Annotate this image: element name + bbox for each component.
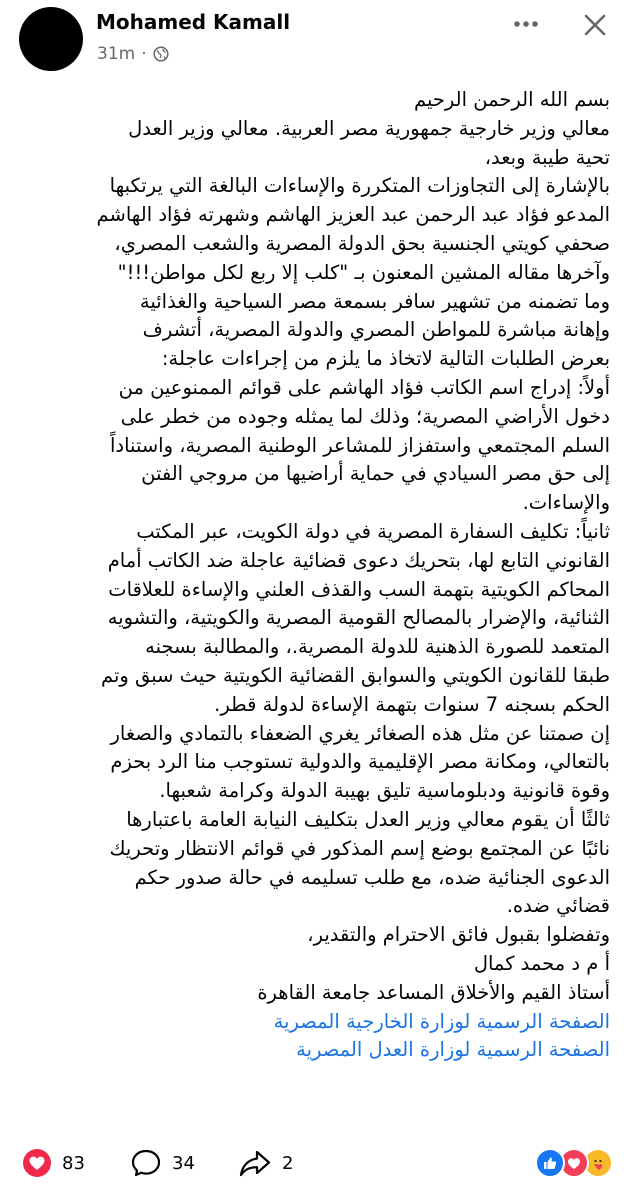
post-line: بعرض الطلبات التالية لاتخاذ ما يلزم من إجراءات عاجلة: [161,347,610,371]
post-line: بالتعالي، ومكانة مصر الإقليمية والدولية تستوجب منا الرد بحزم [110,750,610,774]
post-line: أولاً: إدراج اسم الكاتب فؤاد الهاشم على قوائم الممنوعين من [118,375,610,399]
post-line: قضائي ضده. [506,894,610,918]
post-line: ثانياً: تكليف السفارة المصرية في دولة الكويت، عبر المكتب [136,519,610,543]
post-line: أ م د محمد كمال [473,951,610,975]
more-options-button[interactable] [512,12,540,36]
close-button[interactable] [578,8,612,42]
post-line: المحاكم الكويتية بتهمة السب والقذف العلني والإساءة للعلاقات [108,577,610,601]
heart-icon [22,1148,52,1178]
reaction-summary[interactable] [535,1148,617,1178]
post-line: طبقا للقانون الكويتي والسوابق القضائية الكويتية حيث سبق وتم [100,663,610,687]
comments-count: 34 [172,1152,195,1174]
post-line: وتفضلوا بقبول فائق الاحترام والتقدير، [307,923,610,947]
post-line: السلم المجتمعي واستفزاز للمشاعر الوطنية المصرية، واستناداً [110,433,610,457]
post-header [0,0,630,80]
post-body [18,86,610,1065]
author-name[interactable]: Mohamed Kamall [96,10,291,34]
more-icon [513,20,539,28]
post-line: القانوني التابع لها، بتحريك دعوى قضائية عاجلة ضد الكاتب أمام [107,548,610,572]
share-button[interactable] [238,1148,293,1178]
comment-icon [130,1148,162,1178]
like-reaction-icon [535,1148,565,1178]
post-line: بالإشارة إلى التجاوزات المتكررة والإساءات البالغة التي يرتكبها [109,174,610,198]
post-line: الثنائية، والإضرار بالمصالح القومية المصرية والكويتية، والتشويه [107,606,610,630]
post-actions-bar [0,1144,630,1184]
foreign-ministry-page-link[interactable]: الصفحة الرسمية لوزارة الخارجية المصرية [273,1009,610,1033]
shares-count: 2 [282,1152,294,1174]
share-icon [238,1148,272,1178]
avatar[interactable] [19,7,83,71]
post-line: وآخرها مقاله المشين المعنون بـ "كلب إلا ربع لكل مواطن!!!" [117,260,610,284]
close-icon [583,13,607,37]
post-line: والإساءات. [522,491,610,515]
post-line: وقوة قانونية ودبلوماسية تليق بهيبة الدولة وكرامة شعبها. [159,779,610,803]
post-line: صحفي كويتي الجنسية بحق الدولة المصرية والشعب المصري، [114,231,610,255]
post-line: تحية طيبة وبعد، [484,145,610,169]
post-line: نائبًا عن المجتمع بوضع إسم المذكور في قوائم الانتظار وتحريك [109,836,610,860]
post-line: ثالثًا أن يقوم معالي وزير العدل بتكليف النيابة العامة باعتبارها [126,807,610,831]
post-meta [97,44,169,64]
post-line: وما تضمنه من تشهير سافر بسمعة مصر السياحية والغذائية [139,289,610,313]
post-line: معالي وزير خارجية جمهورية مصر العربية. معالي وزير العدل [128,116,610,140]
meta-separator: · [141,44,147,64]
post-line: وإهانة مباشرة للمواطن المصري والدولة المصرية، أتشرف [142,318,610,342]
globe-icon [153,46,169,62]
post-line: الدعوى الجنائية ضده، مع طلب تسليمه في حالة صدور حكم [134,865,610,889]
post-line: أستاذ القيم والأخلاق المساعد جامعة القاهرة [257,980,610,1004]
post-line: المدعو فؤاد عبد الرحمن عبد العزيز الهاشم وشهرته فؤاد الهاشم [96,203,610,227]
comment-button[interactable] [130,1148,195,1178]
post-line: إن صمتنا عن مثل هذه الصغائر يغري الضعفاء بالتمادي والصغار [110,721,610,745]
post-line: الحكم بسجنه 7 سنوات بتهمة الإساءة لدولة قطر. [214,692,610,716]
like-button[interactable] [22,1148,85,1178]
justice-ministry-page-link[interactable]: الصفحة الرسمية لوزارة العدل المصرية [296,1038,610,1062]
post-line: بسم الله الرحمن الرحيم [414,88,610,111]
post-line: دخول الأراضي المصرية؛ وذلك لما يمثله وجوده من خطر على [120,404,610,428]
post-time[interactable]: 31m [97,44,136,64]
post-line: المتعمد للصورة الذهنية للدولة المصرية.، والمطالبة بسجنه [145,635,610,659]
likes-count: 83 [62,1152,85,1174]
post-line: إلى حق مصر السيادي في حماية أراضيها من مروجي الفتن [141,462,610,486]
